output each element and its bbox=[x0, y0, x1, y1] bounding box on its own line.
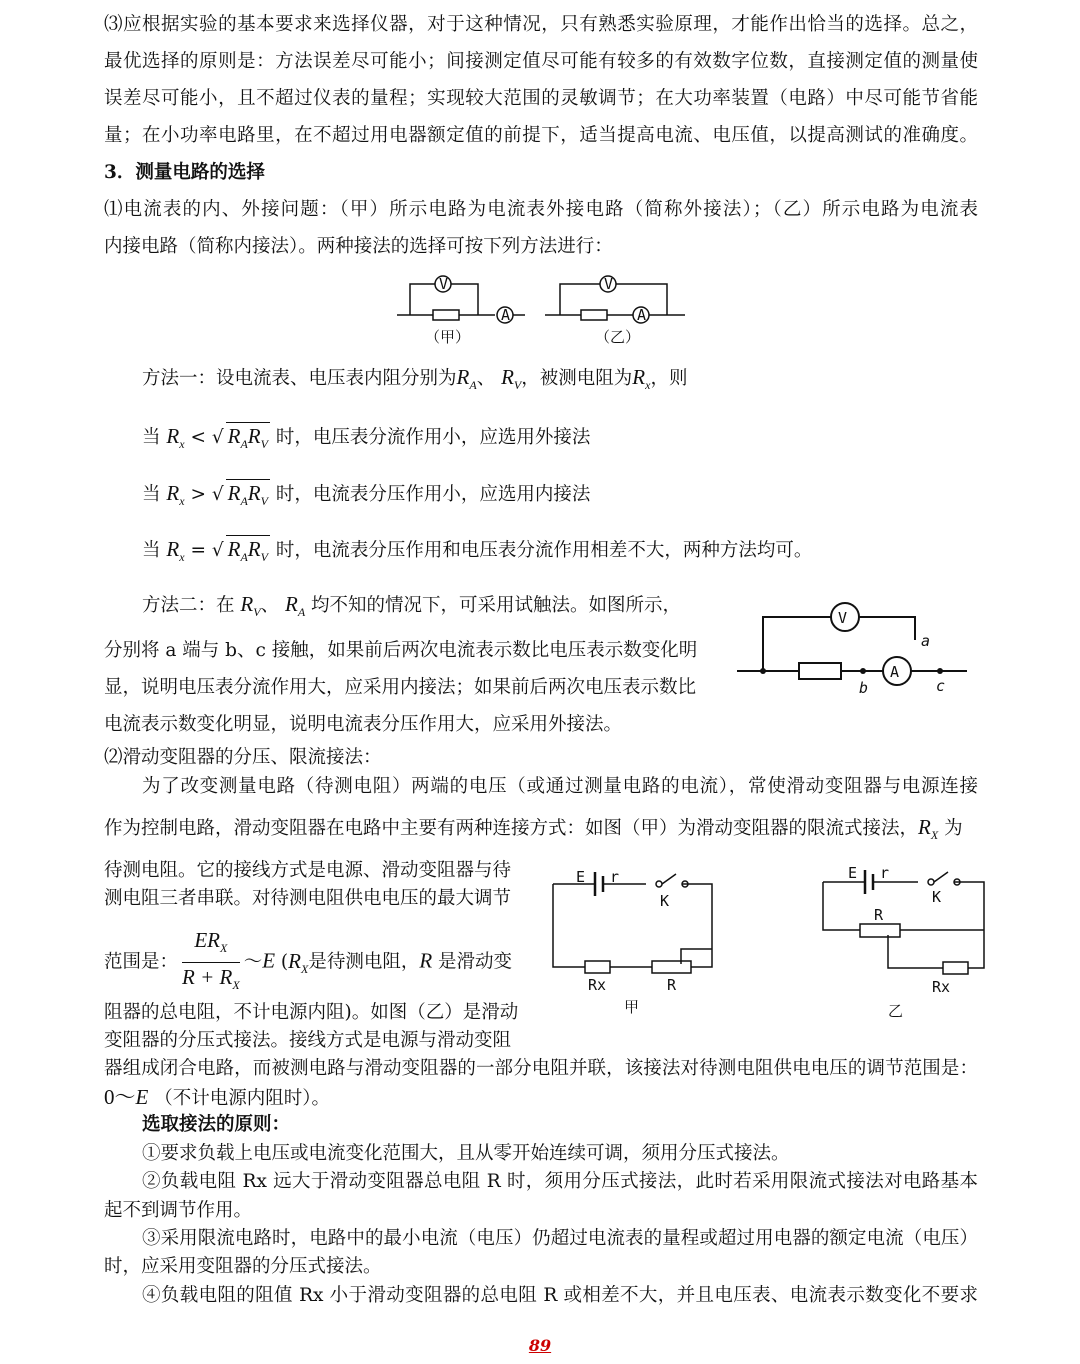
label-R: R bbox=[874, 906, 884, 924]
circuit-diagram-jia-yi bbox=[395, 268, 690, 348]
rule-item: ④负载电阻的阻值 Rx 小于滑动变阻器的总电阻 R 或相差不大，并且电压表、电流表示数变化不要求 bbox=[142, 1285, 978, 1306]
paragraph-line: 待测电阻。它的接线方式是电源、滑动变阻器与待 bbox=[104, 860, 512, 881]
ammeter-label: A bbox=[890, 663, 900, 681]
paragraph-line: 阻器的总电阻，不计电源内阻)。如图（乙）是滑动 bbox=[104, 1002, 519, 1023]
rule-item: 起不到调节作用。 bbox=[104, 1200, 253, 1221]
paragraph-line: 作为控制电路，滑动变阻器在电路中主要有两种连接方式：如图（甲）为滑动变阻器的限流式接法，$R_X$ 为 bbox=[104, 815, 963, 843]
label-r: r bbox=[880, 864, 890, 882]
voltmeter-label: V bbox=[604, 275, 614, 293]
paragraph-line: 显，说明电压表分流作用大，应采用内接法；如果前后两次电压表示数比 bbox=[104, 677, 697, 698]
label-E: E bbox=[576, 868, 586, 886]
rule-item: ①要求负载上电压或电流变化范围大，且从零开始连续可调，须用分压式接法。 bbox=[142, 1143, 790, 1164]
caption-yi: （乙） bbox=[595, 328, 641, 346]
paragraph-line: 0～E （不计电源内阻时）。 bbox=[104, 1085, 330, 1109]
point-b: b bbox=[859, 679, 869, 697]
rule-item: ②负载电阻 Rx 远大于滑动变阻器总电阻 R 时，须用分压式接法，此时若采用限流式接法对电路基本 bbox=[142, 1171, 978, 1192]
paragraph-line: ⑴电流表的内、外接问题：（甲）所示电路为电流表外接电路（简称外接法）；（乙）所示电路为电流表 bbox=[104, 199, 978, 220]
paragraph-line: 量；在小功率电路里，在不超过用电器额定值的前提下，适当提高电流、电压值，以提高测试的准确度。 bbox=[104, 125, 978, 146]
rule-item: 时，应采用变阻器的分压式接法。 bbox=[104, 1256, 382, 1277]
paragraph-line: 电流表示数变化明显，说明电流表分压作用大，应采用外接法。 bbox=[104, 714, 623, 735]
paragraph-line: 器组成闭合电路，而被测电路与滑动变阻器的一部分电阻并联，该接法对待测电阻供电电压的调节范围是： bbox=[104, 1058, 978, 1079]
condition-3: 当 $R_x$ = √ $R_AR_V$ 时，电流表分压作用和电压表分流作用相差不大，两种方法均可。 bbox=[142, 535, 978, 570]
method-one: 方法一：设电流表、电压表内阻分别为$R_A$、 $R_V$，被测电阻为$R_x$，则 bbox=[142, 365, 688, 393]
paragraph-line: 分别将 a 端与 b、c 接触，如果前后两次电流表示数比电压表示数变化明 bbox=[104, 640, 698, 661]
paragraph-line: 测电阻三者串联。对待测电阻供电电压的最大调节 bbox=[104, 888, 512, 909]
section-heading: 3．测量电路的选择 bbox=[104, 162, 265, 183]
label-K: K bbox=[660, 892, 670, 910]
ammeter-label: A bbox=[637, 306, 647, 324]
paragraph-line: ⑶应根据实验的基本要求来选择仪器，对于这种情况，只有熟悉实验原理，才能作出恰当的选择。总之， bbox=[104, 14, 978, 35]
paragraph-line: 变阻器的分压式接法。接线方式是电源与滑动变阻 bbox=[104, 1030, 512, 1051]
caption-jia: 甲 bbox=[624, 998, 640, 1016]
point-a: a bbox=[921, 632, 931, 650]
page-number: 89 bbox=[528, 1336, 552, 1355]
label-K: K bbox=[932, 888, 942, 906]
rule-item: ③采用限流电路时，电路中的最小电流（电压）仍超过电流表的量程或超过用电器的额定电流（电压） bbox=[142, 1228, 978, 1249]
condition-2: 当 $R_x$ > √ $R_AR_V$ 时，电流表分压作用小，应选用内接法 bbox=[142, 479, 978, 514]
method-two: 方法二：在 $R_V$、 $R_A$ 均不知的情况下，可采用试触法。如图所示， bbox=[142, 592, 682, 620]
paragraph-line: 内接电路（简称内接法）。两种接法的选择可按下列方法进行： bbox=[104, 236, 613, 257]
voltmeter-label: V bbox=[439, 275, 449, 293]
label-Rx: Rx bbox=[588, 976, 607, 994]
voltmeter-label: V bbox=[838, 609, 848, 627]
point-c: c bbox=[936, 677, 946, 695]
circuit-limiting-jia bbox=[548, 860, 718, 1020]
label-r: r bbox=[610, 868, 620, 886]
paragraph-line: ⑵滑动变阻器的分压、限流接法： bbox=[104, 747, 382, 768]
paragraph-line: 误差尽可能小，且不超过仪表的量程；实现较大范围的灵敏调节；在大功率装置（电路）中尽可能节省能 bbox=[104, 88, 978, 109]
label-Rx: Rx bbox=[932, 978, 951, 996]
label-R: R bbox=[667, 976, 677, 994]
caption-yi: 乙 bbox=[888, 1002, 904, 1020]
label-E: E bbox=[848, 864, 858, 882]
range-formula-line: 范围是： $\frac{ER_X}{R + R_X}$ ～E ($R_X$是待测电阻，R 是滑动变 bbox=[104, 928, 513, 993]
caption-jia: （甲） bbox=[425, 328, 471, 346]
condition-1: 当 $R_x$ < √ $R_AR_V$ 时，电压表分流作用小，应选用外接法 bbox=[142, 422, 978, 457]
ammeter-label: A bbox=[501, 306, 511, 324]
section-heading: 选取接法的原则： bbox=[142, 1114, 291, 1135]
paragraph-line: 为了改变测量电路（待测电阻）两端的电压（或通过测量电路的电流），常使滑动变阻器与电源连接 bbox=[142, 776, 978, 797]
paragraph-line: 最优选择的原则是：方法误差尽可能小；间接测定值尽可能有较多的有效数字位数，直接测定值的测量使 bbox=[104, 51, 978, 72]
circuit-divider-yi bbox=[818, 860, 993, 1020]
